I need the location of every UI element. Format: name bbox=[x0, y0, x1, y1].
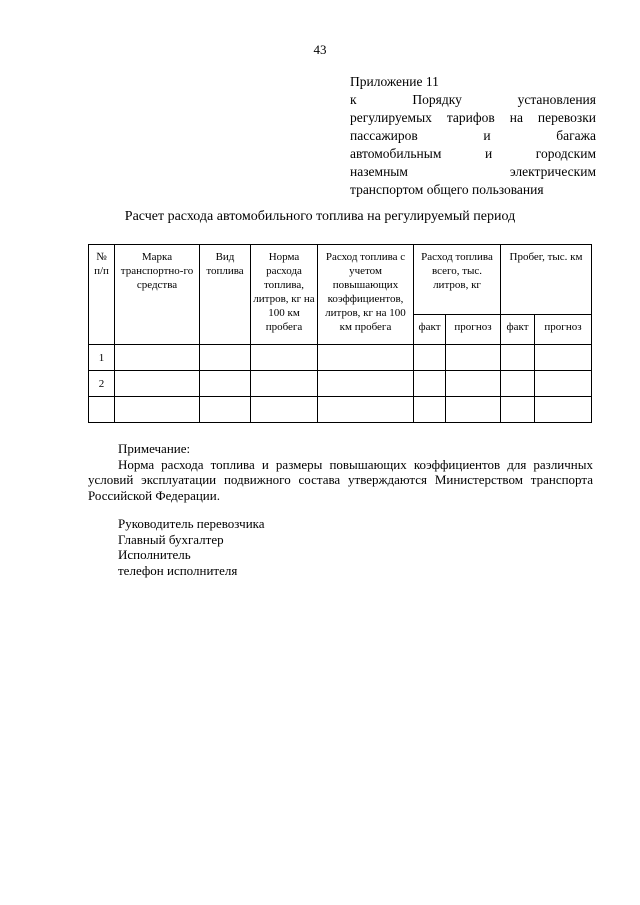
cell-mileage-forecast bbox=[535, 345, 592, 371]
appendix-line: автомобильным и городским bbox=[350, 146, 596, 161]
signature-executor: Исполнитель bbox=[118, 547, 191, 562]
cell-fuel-type bbox=[200, 345, 251, 371]
cell-norm bbox=[251, 397, 318, 423]
cell-mileage-fact bbox=[501, 397, 535, 423]
cell-brand bbox=[115, 345, 200, 371]
header-total-consumption: Расход топлива всего, тыс. литров, кг bbox=[414, 245, 501, 315]
header-brand: Марка транспортно-го средства bbox=[115, 245, 200, 345]
cell-fuel-type bbox=[200, 371, 251, 397]
cell-mileage-forecast bbox=[535, 397, 592, 423]
appendix-line: регулируемых тарифов на перевозки bbox=[350, 110, 596, 125]
note-text-body: Норма расхода топлива и размеры повышающих коэффициентов для различных условий эксплуатации подвижного состава утверждаются Министерством транспорта Российской Федерации. bbox=[88, 456, 593, 503]
appendix-line: транспортом общего пользования bbox=[350, 182, 544, 197]
signature-head: Руководитель перевозчика bbox=[118, 516, 265, 531]
row-num: 1 bbox=[89, 345, 115, 371]
fuel-calculation-table bbox=[88, 244, 592, 423]
signature-block bbox=[118, 516, 265, 578]
header-mileage-forecast: прогноз bbox=[535, 315, 592, 345]
appendix-line: Приложение 11 bbox=[350, 74, 439, 89]
cell-consumption-coef bbox=[318, 371, 414, 397]
appendix-block bbox=[350, 73, 596, 199]
cell-consumption-coef bbox=[318, 397, 414, 423]
header-consumption-fact: факт bbox=[414, 315, 446, 345]
header-consumption-forecast: прогноз bbox=[446, 315, 501, 345]
note-label: Примечание: bbox=[118, 441, 191, 456]
cell-consumption-fact bbox=[414, 397, 446, 423]
cell-mileage-forecast bbox=[535, 371, 592, 397]
cell-consumption-forecast bbox=[446, 371, 501, 397]
cell-brand bbox=[115, 397, 200, 423]
cell-norm bbox=[251, 371, 318, 397]
row-num bbox=[89, 397, 115, 423]
document-title: Расчет расхода автомобильного топлива на регулируемый период bbox=[124, 209, 516, 224]
signature-accountant: Главный бухгалтер bbox=[118, 531, 224, 547]
header-fuel-type: Вид топлива bbox=[200, 245, 251, 345]
note-block bbox=[88, 441, 593, 503]
cell-brand bbox=[115, 371, 200, 397]
appendix-line: наземным электрическим bbox=[350, 164, 596, 179]
signature-phone: телефон исполнителя bbox=[118, 562, 238, 578]
cell-consumption-forecast bbox=[446, 345, 501, 371]
table-row bbox=[89, 397, 592, 423]
table-row bbox=[89, 345, 592, 371]
header-num: № п/п bbox=[89, 245, 115, 345]
cell-consumption-forecast bbox=[446, 397, 501, 423]
row-num: 2 bbox=[89, 371, 115, 397]
cell-mileage-fact bbox=[501, 371, 535, 397]
header-norm: Норма расхода топлива, литров, кг на 100 км пробега bbox=[251, 245, 318, 345]
cell-consumption-coef bbox=[318, 345, 414, 371]
header-mileage: Пробег, тыс. км bbox=[501, 245, 592, 315]
cell-fuel-type bbox=[200, 397, 251, 423]
appendix-line: к Порядку установления bbox=[350, 92, 596, 107]
header-consumption-coef: Расход топлива с учетом повышающих коэффициентов, литров, кг на 100 км пробега bbox=[318, 245, 414, 345]
page-number: 43 bbox=[313, 42, 327, 57]
note-text bbox=[88, 457, 593, 504]
cell-consumption-fact bbox=[414, 371, 446, 397]
header-mileage-fact: факт bbox=[501, 315, 535, 345]
appendix-line: пассажиров и багажа bbox=[350, 128, 596, 143]
cell-consumption-fact bbox=[414, 345, 446, 371]
table-row bbox=[89, 371, 592, 397]
cell-mileage-fact bbox=[501, 345, 535, 371]
cell-norm bbox=[251, 345, 318, 371]
